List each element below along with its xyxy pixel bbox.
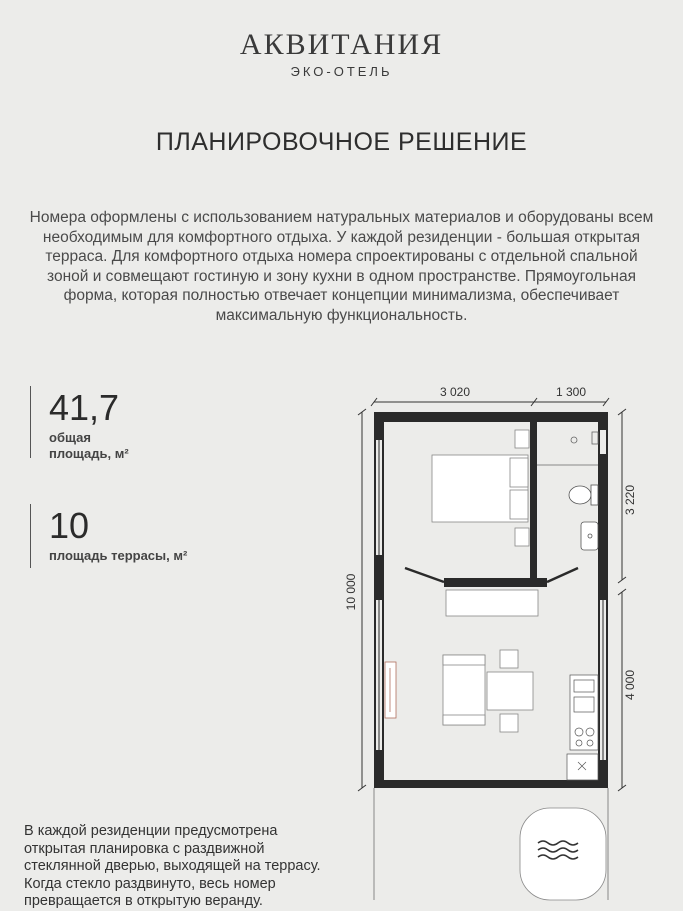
counter [446,590,538,616]
dim-right-bottom: 4 000 [623,669,637,701]
fridge-icon [567,754,598,780]
total-area-stat [30,386,129,461]
dim-right-top: 3 220 [623,484,637,516]
dim-top-left: 3 020 [439,385,471,399]
kitchen-icon [570,675,598,750]
terrace-area-value: 10 [49,505,90,546]
bed-icon [432,430,529,546]
terrace-area-label: площадь террасы, м² [49,548,188,563]
brand-name: АКВИТАНИЯ [239,28,444,61]
total-area-label-2: площадь, м² [49,446,129,461]
sofa-icon [443,655,485,725]
wardrobe-icon [385,662,396,718]
toilet-icon [569,485,598,505]
brand-header [0,28,683,79]
dim-top-right: 1 300 [555,385,587,399]
sink-icon [581,522,598,550]
page-title: ПЛАНИРОВОЧНОЕ РЕШЕНИЕ [155,128,528,156]
dining-table-icon [487,650,533,732]
floor-plan [330,378,637,900]
terrace-description: В каждой резиденции предусмотрена открытая планировка с раздвижной стеклянной дверью, выходящей на террасу. Когда стекло раздвинуто, весь номер превращается в открытую веранду. [24,823,321,909]
brand-subtitle: ЭКО-ОТЕЛЬ [290,64,393,79]
shower-icon [571,432,598,444]
pool-icon [520,808,606,900]
terrace-area-stat [30,504,187,568]
total-area-value: 41,7 [49,387,120,428]
dim-left: 10 000 [344,573,358,611]
intro-paragraph: Номера оформлены с использованием натуральных материалов и оборудованы всем необходимым для комфортного отдыха. У каждой резиденции - большая открытая терраса. Для комфортного отдыха номера спроектированы с отдельной спальной зоной и совмещают гостиную и зону кухни в одном пространстве. Прямоугольная форма, которая полностью отвечает концепции минимализма, обеспечивает максимальную функциональность. [29,209,654,324]
total-area-label-1: общая [49,430,91,445]
